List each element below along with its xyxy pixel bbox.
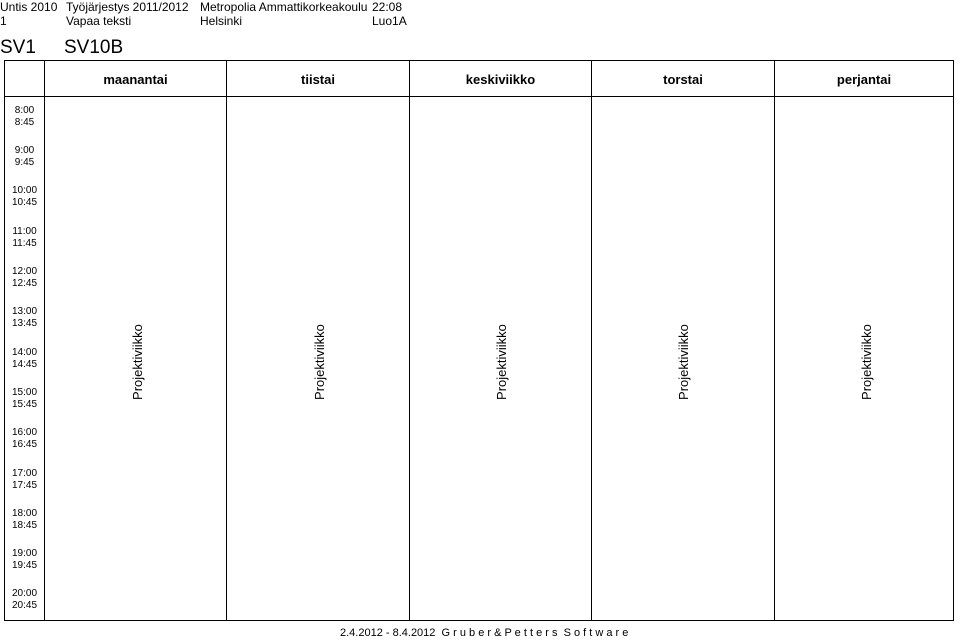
lesson-wednesday[interactable]: Projektiviikko [494, 324, 509, 400]
day-divider [409, 60, 410, 621]
lesson-thursday[interactable]: Projektiviikko [676, 324, 691, 400]
schedule-title: Työjärjestys 2011/2012 [66, 0, 189, 14]
time-slot: 18:00 18:45 [11, 508, 38, 531]
header-row-divider [4, 96, 954, 97]
day-divider [591, 60, 592, 621]
time-slot: 19:00 19:45 [11, 548, 38, 571]
day-header-friday: perjantai [836, 72, 892, 87]
time-slot: 17:00 17:45 [11, 468, 38, 491]
time-slot: 9:00 9:45 [14, 145, 35, 168]
creator-code: Luo1A [372, 14, 407, 28]
print-time: 22:08 [372, 0, 403, 14]
timetable-frame [4, 60, 954, 621]
day-header-thursday: torstai [663, 72, 703, 87]
lesson-friday[interactable]: Projektiviikko [859, 324, 874, 400]
day-header-wednesday: keskiviikko [465, 72, 536, 87]
time-slot: 8:00 8:45 [14, 105, 35, 128]
day-divider [226, 60, 227, 621]
class-code: SV1 [0, 37, 36, 58]
time-slot: 20:00 20:45 [11, 588, 38, 611]
page-number: 1 [0, 14, 7, 28]
time-slot: 12:00 12:45 [11, 266, 38, 289]
day-header-monday: maanantai [103, 72, 168, 87]
day-header-tuesday: tiistai [301, 72, 335, 87]
lesson-monday[interactable]: Projektiviikko [130, 324, 145, 400]
time-slot: 15:00 15:45 [11, 387, 38, 410]
footer-date-range: 2.4.2012 - 8.4.2012 G r u b e r & P e t t e r s S o f t w a r e [340, 627, 629, 639]
group-code: SV10B [64, 37, 124, 58]
city: Helsinki [200, 14, 243, 28]
time-slot: 11:00 11:45 [12, 226, 37, 249]
time-slot: 13:00 13:45 [11, 306, 38, 329]
lesson-tuesday[interactable]: Projektiviikko [312, 324, 327, 400]
time-slot: 14:00 14:45 [11, 347, 38, 370]
time-column-divider [44, 60, 45, 621]
time-slot: 10:00 10:45 [11, 185, 38, 208]
day-divider [774, 60, 775, 621]
school-name: Metropolia Ammattikorkeakoulu [200, 0, 368, 14]
free-text: Vapaa teksti [66, 14, 132, 28]
time-slot: 16:00 16:45 [11, 427, 38, 450]
software-name: Untis 2010 [0, 0, 58, 14]
